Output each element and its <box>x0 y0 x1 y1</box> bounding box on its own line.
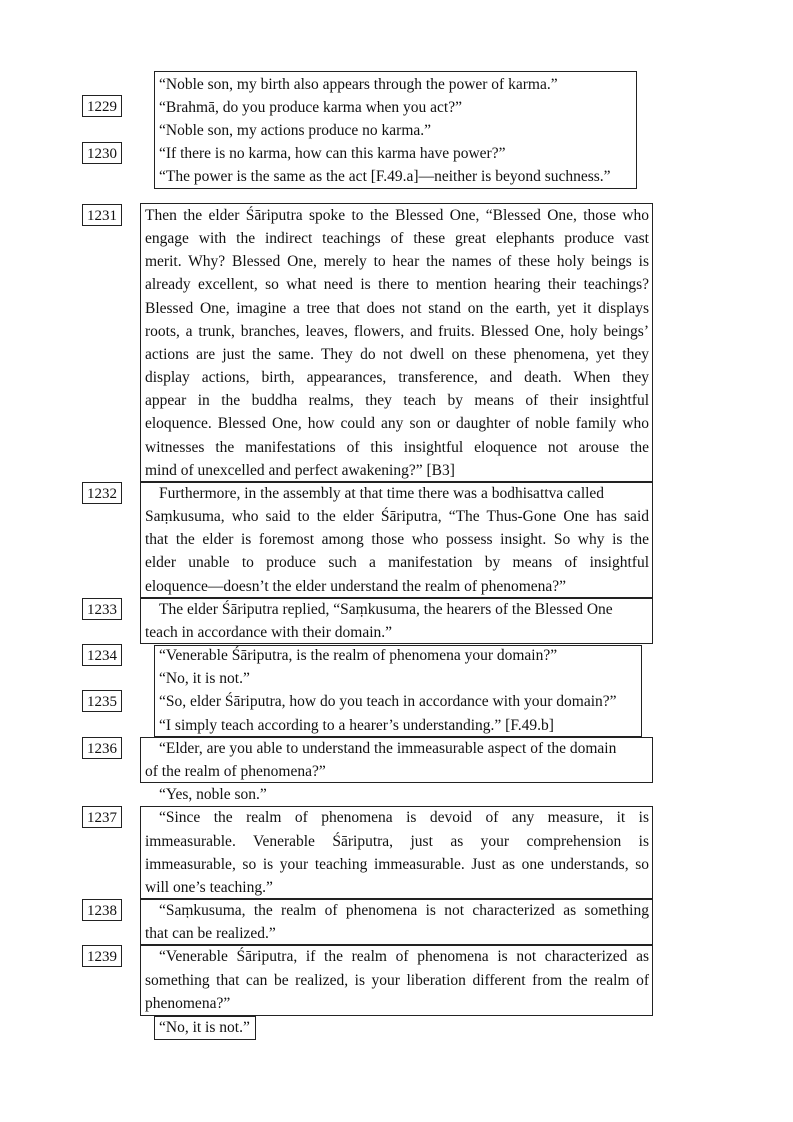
verse-number-1229: 1229 <box>82 95 122 117</box>
text-line: “Venerable Śāriputra, if the realm of phenomena is not characterized as <box>159 948 649 965</box>
text-line: “I simply teach according to a hearer’s understanding.” [F.49.b] <box>159 717 554 734</box>
text-line: “Noble son, my birth also appears through the power of karma.” <box>159 76 558 93</box>
verse-number-1233: 1233 <box>82 598 122 620</box>
text-line: The elder Śāriputra replied, “Saṃkusuma, the hearers of the Blessed One <box>159 601 613 618</box>
text-line: “Venerable Śāriputra, is the realm of phenomena your domain?” <box>159 647 558 664</box>
text-line: something that can be realized, is your liberation different from the realm of <box>145 972 649 989</box>
text-line: eloquence. Blessed One, how could any son or daughter of noble family who <box>145 415 649 432</box>
text-line: teach in accordance with their domain.” <box>145 624 393 641</box>
text-line: “No, it is not.” <box>159 1019 250 1036</box>
text-line: “Noble son, my actions produce no karma.” <box>159 122 432 139</box>
text-line: phenomena?” <box>145 995 231 1012</box>
text-line: of the realm of phenomena?” <box>145 763 326 780</box>
text-line: Then the elder Śāriputra spoke to the Blessed One, “Blessed One, those who <box>145 207 649 224</box>
text-line: “So, elder Śāriputra, how do you teach in accordance with your domain?” <box>159 693 617 710</box>
text-line: elder unable to produce such a manifestation by means of insightful <box>145 554 649 571</box>
text-line: roots, a trunk, branches, leaves, flowers, and fruits. Blessed One, holy beings’ <box>145 323 649 340</box>
verse-number-1239: 1239 <box>82 945 122 967</box>
text-line: Furthermore, in the assembly at that time there was a bodhisattva called <box>159 485 605 502</box>
verse-number-1234: 1234 <box>82 644 122 666</box>
verse-number-1238: 1238 <box>82 899 122 921</box>
verse-number-1236: 1236 <box>82 737 122 759</box>
verse-number-1231: 1231 <box>82 204 122 226</box>
text-line: that can be realized.” <box>145 925 276 942</box>
text-line: mind of unexcelled and perfect awakening?” [B3] <box>145 462 455 479</box>
verse-number-1232: 1232 <box>82 482 122 504</box>
text-line: “Yes, noble son.” <box>159 786 267 803</box>
text-line: appear in the buddha realms, they teach by means of their insightful <box>145 392 649 409</box>
text-line: “Since the realm of phenomena is devoid of any measure, it is <box>159 809 649 826</box>
text-line: engage with the indirect teachings of these great elephants produce vast <box>145 230 649 247</box>
text-line: “Saṃkusuma, the realm of phenomena is not characterized as something <box>159 902 649 919</box>
text-line: Saṃkusuma, who said to the elder Śāriputra, “The Thus-Gone One has said <box>145 508 649 525</box>
text-line: eloquence—doesn’t the elder understand the realm of phenomena?” <box>145 578 567 595</box>
text-line: immeasurable. Venerable Śāriputra, just as your comprehension is <box>145 833 649 850</box>
text-line: immeasurable, so is your teaching immeasurable. Just as one understands, so <box>145 856 649 873</box>
text-line: “Brahmā, do you produce karma when you act?” <box>159 99 462 116</box>
text-line: actions are just the same. They do not dwell on these phenomena, yet they <box>145 346 649 363</box>
text-line: already excellent, so what need is there to mention hearing their teachings? <box>145 276 649 293</box>
text-line: will one’s teaching.” <box>145 879 273 896</box>
text-line: “The power is the same as the act [F.49.a]—neither is beyond suchness.” <box>159 168 611 185</box>
text-line: “Elder, are you able to understand the immeasurable aspect of the domain <box>159 740 617 757</box>
text-line: “If there is no karma, how can this karma have power?” <box>159 145 506 162</box>
text-line: “No, it is not.” <box>159 670 250 687</box>
text-line: Blessed One, imagine a tree that does not stand on the earth, yet it displays <box>145 300 649 317</box>
verse-number-1235: 1235 <box>82 690 122 712</box>
text-line: that the elder is foremost among those who possess insight. So why is the <box>145 531 649 548</box>
text-line: witnesses the manifestations of this insightful eloquence not arouse the <box>145 439 649 456</box>
verse-number-1230: 1230 <box>82 142 122 164</box>
text-line: display actions, birth, appearances, transference, and death. When they <box>145 369 649 386</box>
text-line: merit. Why? Blessed One, merely to hear the names of these holy beings is <box>145 253 649 270</box>
verse-number-1237: 1237 <box>82 806 122 828</box>
